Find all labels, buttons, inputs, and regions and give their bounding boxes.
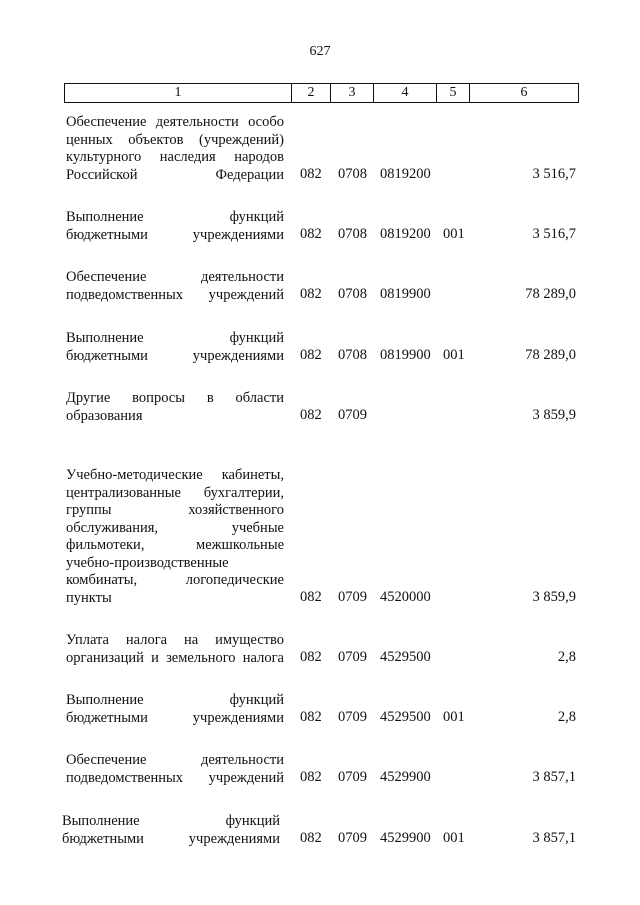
row-description: Обеспечение деятельности подведомственных учреждений [66, 269, 284, 303]
row-section-code: 0709 [338, 649, 367, 665]
column-header-row [65, 84, 579, 103]
row-amount: 3 859,9 [532, 407, 576, 423]
row-target-code: 0819200 [380, 226, 431, 242]
row-target-code: 4529500 [380, 649, 431, 665]
row-target-code: 4529500 [380, 709, 431, 725]
row-amount: 3 857,1 [532, 830, 576, 846]
row-section-code: 0709 [338, 709, 367, 725]
row-description: Выполнение функций бюджетными учреждениями [66, 330, 284, 364]
row-admin-code: 082 [300, 709, 322, 725]
row-amount: 3 516,7 [532, 226, 576, 242]
row-amount: 2,8 [557, 709, 576, 725]
row-amount: 3 857,1 [532, 769, 576, 785]
row-section-code: 0709 [338, 769, 367, 785]
row-description: Уплата налога на имущество организаций и земельного налога [66, 632, 284, 666]
row-section-code: 0708 [338, 347, 367, 363]
row-admin-code: 082 [300, 407, 322, 423]
row-description: Обеспечение деятельности подведомственных учреждений [66, 752, 284, 786]
row-expense-code: 001 [443, 830, 465, 846]
row-section-code: 0708 [338, 166, 367, 182]
column-header-3: 3 [331, 84, 374, 103]
column-header-5: 5 [437, 84, 470, 103]
row-section-code: 0708 [338, 286, 367, 302]
column-header-6: 6 [470, 84, 579, 103]
row-amount: 3 516,7 [532, 166, 576, 182]
row-target-code: 0819900 [380, 286, 431, 302]
row-admin-code: 082 [300, 649, 322, 665]
row-admin-code: 082 [300, 830, 322, 846]
row-section-code: 0709 [338, 589, 367, 605]
column-header-4: 4 [374, 84, 437, 103]
row-target-code: 4520000 [380, 589, 431, 605]
row-amount: 3 859,9 [532, 589, 576, 605]
row-expense-code: 001 [443, 347, 465, 363]
row-target-code: 0819900 [380, 347, 431, 363]
page-number: 627 [309, 44, 331, 59]
row-admin-code: 082 [300, 226, 322, 242]
column-header-table [64, 83, 579, 103]
row-admin-code: 082 [300, 166, 322, 182]
row-admin-code: 082 [300, 769, 322, 785]
column-header-1: 1 [65, 84, 292, 103]
row-target-code: 4529900 [380, 830, 431, 846]
row-description: Обеспечение деятельности особо ценных объектов (учреждений) культурного наследия народов Российской Федерации [66, 114, 284, 183]
row-target-code: 4529900 [380, 769, 431, 785]
column-header-2: 2 [292, 84, 331, 103]
row-admin-code: 082 [300, 286, 322, 302]
row-amount: 78 289,0 [525, 347, 576, 363]
row-section-code: 0708 [338, 226, 367, 242]
row-description: Выполнение функций бюджетными учреждениями [62, 813, 280, 847]
row-admin-code: 082 [300, 347, 322, 363]
row-admin-code: 082 [300, 589, 322, 605]
row-expense-code: 001 [443, 709, 465, 725]
row-target-code: 0819200 [380, 166, 431, 182]
row-description: Другие вопросы в области образования [66, 390, 284, 424]
row-description: Выполнение функций бюджетными учреждениями [66, 209, 284, 243]
row-section-code: 0709 [338, 830, 367, 846]
row-description: Учебно-методические кабинеты, централизованные бухгалтерии, группы хозяйственного обслуживания, учебные фильмотеки, межшкольные учебно-производственные комбинаты, логопедические пункты [66, 467, 284, 606]
row-amount: 2,8 [557, 649, 576, 665]
row-amount: 78 289,0 [525, 286, 576, 302]
row-section-code: 0709 [338, 407, 367, 423]
row-description: Выполнение функций бюджетными учреждениями [66, 692, 284, 726]
row-expense-code: 001 [443, 226, 465, 242]
